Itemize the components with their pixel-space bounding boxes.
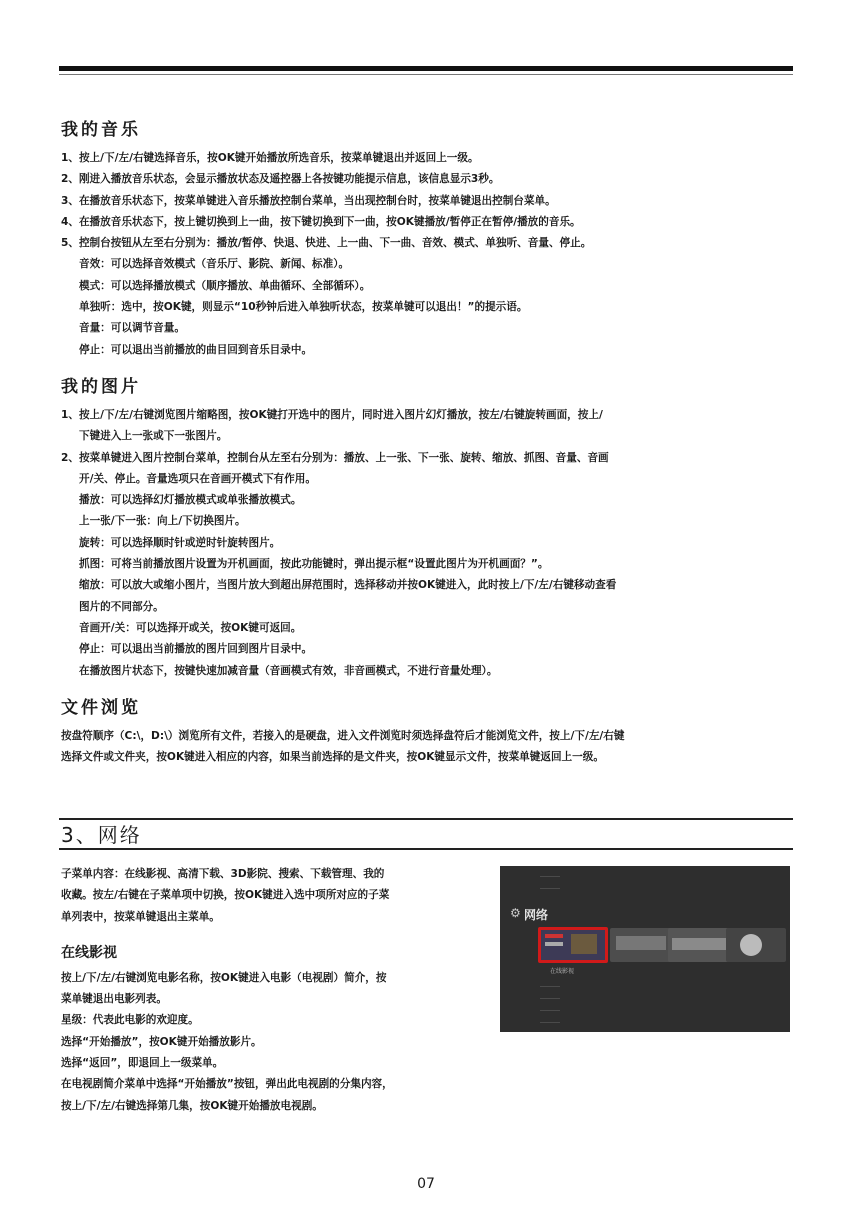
online-line-1: 按上/下/左/右键浏览电影名称，按OK键进入电影（电视剧）简介，按 bbox=[61, 971, 387, 984]
network-intro-2: 收藏。按左/右键在子菜单项中切换，按OK键进入选中项所对应的子菜 bbox=[61, 889, 390, 902]
music-sub-3: 单独听：选中，按OK键，则显示“10秒钟后进入单独听状态，按菜单键可以退出！”的提示语。 bbox=[79, 301, 528, 314]
tile-hd-download bbox=[610, 928, 676, 962]
network-intro-1: 子菜单内容：在线影视、高清下载、3D影院、搜索、下载管理、我的 bbox=[61, 868, 385, 880]
network-title: 3、网络 bbox=[61, 823, 142, 847]
music-sub-2: 模式：可以选择播放模式（顺序播放、单曲循环、全部循环）。 bbox=[79, 279, 371, 292]
files-title: 文件浏览 bbox=[61, 697, 141, 718]
screenshot-selected-caption: 在线影视 bbox=[550, 968, 575, 975]
top-rule-thin bbox=[59, 74, 793, 75]
online-line-2: 菜单键退出电影列表。 bbox=[61, 993, 167, 1006]
photo-sub-8: 停止：可以退出当前播放的图片回到图片目录中。 bbox=[79, 643, 313, 656]
photo-section bbox=[61, 375, 795, 682]
tile-search bbox=[726, 928, 786, 962]
music-line-3: 3、在播放音乐状态下，按菜单键进入音乐播放控制台菜单，当出现控制台时，按菜单键退出控制台菜单。 bbox=[61, 194, 556, 207]
music-title: 我的音乐 bbox=[61, 120, 141, 140]
screenshot-menu-label: 网络 bbox=[524, 908, 549, 922]
page-content bbox=[61, 118, 795, 782]
music-sub-1: 音效：可以选择音效模式（音乐厅、影院、新闻、标准）。 bbox=[79, 258, 350, 271]
header-rule-top bbox=[59, 818, 793, 820]
photo-sub-3: 旋转：可以选择顺时针或逆时针旋转图片。 bbox=[79, 536, 281, 549]
tile-3d-cinema bbox=[668, 928, 734, 962]
music-line-2: 2、刚进入播放音乐状态，会显示播放状态及遥控器上各按键功能提示信息，该信息显示3秒。 bbox=[61, 173, 500, 186]
photo-line-1-cont: 下键进入上一张或下一张图片。 bbox=[79, 430, 228, 443]
photo-sub-9: 在播放图片状态下，按键快速加减音量（音画模式有效，非音画模式，不进行音量处理）。 bbox=[79, 664, 498, 677]
files-line-2: 选择文件或文件夹，按OK键进入相应的内容，如果当前选择的是文件夹，按OK键显示文件，按菜单键返回上一级。 bbox=[61, 751, 604, 764]
online-video-title: 在线影视 bbox=[61, 944, 117, 961]
files-section bbox=[61, 696, 795, 769]
photo-sub-2: 上一张/下一张：向上/下切换图片。 bbox=[79, 515, 246, 528]
network-section-header bbox=[59, 812, 793, 852]
tile-online-video bbox=[538, 927, 608, 963]
music-sub-5: 停止：可以退出当前播放的曲目回到音乐目录中。 bbox=[79, 343, 313, 356]
online-line-5: 选择“返回”，即退回上一级菜单。 bbox=[61, 1057, 224, 1070]
online-line-4: 选择“开始播放”，按OK键开始播放影片。 bbox=[61, 1035, 262, 1048]
network-intro-3: 单列表中，按菜单键退出主菜单。 bbox=[61, 910, 220, 923]
network-menu-screenshot bbox=[500, 866, 790, 1032]
photo-line-2-cont: 开/关、停止。音量选项只在音画开模式下有作用。 bbox=[79, 472, 316, 485]
photo-sub-6: 图片的不同部分。 bbox=[79, 600, 164, 613]
photo-line-1: 1、按上/下/左/右键浏览图片缩略图，按OK键打开选中的图片，同时进入图片幻灯播放，按左/右键旋转画面，按上/ bbox=[61, 408, 603, 421]
music-line-1: 1、按上/下/左/右键选择音乐，按OK键开始播放所选音乐，按菜单键退出并返回上一级。 bbox=[61, 152, 479, 164]
photo-sub-7: 音画开/关：可以选择开或关，按OK键可返回。 bbox=[79, 621, 302, 634]
music-section bbox=[61, 118, 795, 361]
page-number: 07 bbox=[417, 1176, 435, 1192]
files-line-1: 按盘符顺序（C:\，D:\）浏览所有文件，若接入的是硬盘，进入文件浏览时须选择盘符后才能浏览文件，按上/下/左/右键 bbox=[61, 729, 625, 742]
music-line-5: 5、控制台按钮从左至右分别为：播放/暂停、快退、快进、上一曲、下一曲、音效、模式、单独听、音量、停止。 bbox=[61, 237, 592, 250]
network-text bbox=[61, 864, 491, 1117]
gear-icon: ⚙ bbox=[510, 906, 521, 920]
online-line-6: 在电视剧简介菜单中选择“开始播放”按钮，弹出此电视剧的分集内容， bbox=[61, 1078, 393, 1091]
photo-sub-5: 缩放：可以放大或缩小图片，当图片放大到超出屏范围时，选择移动并按OK键进入，此时按上/下/左/右键移动查看 bbox=[79, 579, 617, 592]
online-line-3: 星级：代表此电影的欢迎度。 bbox=[61, 1014, 199, 1027]
top-rule bbox=[59, 66, 793, 71]
photo-line-2: 2、按菜单键进入图片控制台菜单，控制台从左至右分别为：播放、上一张、下一张、旋转、缩放、抓图、音量、音画 bbox=[61, 451, 609, 464]
photo-title: 我的图片 bbox=[61, 376, 141, 397]
online-line-7: 按上/下/左/右键选择第几集，按OK键开始播放电视剧。 bbox=[61, 1099, 323, 1112]
photo-sub-4: 抓图：可将当前播放图片设置为开机画面，按此功能键时，弹出提示框“设置此图片为开机画面？”。 bbox=[79, 558, 549, 571]
music-line-4: 4、在播放音乐状态下，按上键切换到上一曲，按下键切换到下一曲，按OK键播放/暂停正在暂停/播放的音乐。 bbox=[61, 215, 581, 228]
music-sub-4: 音量：可以调节音量。 bbox=[79, 322, 185, 335]
photo-sub-1: 播放：可以选择幻灯播放模式或单张播放模式。 bbox=[79, 494, 302, 507]
header-rule-bottom bbox=[59, 848, 793, 850]
